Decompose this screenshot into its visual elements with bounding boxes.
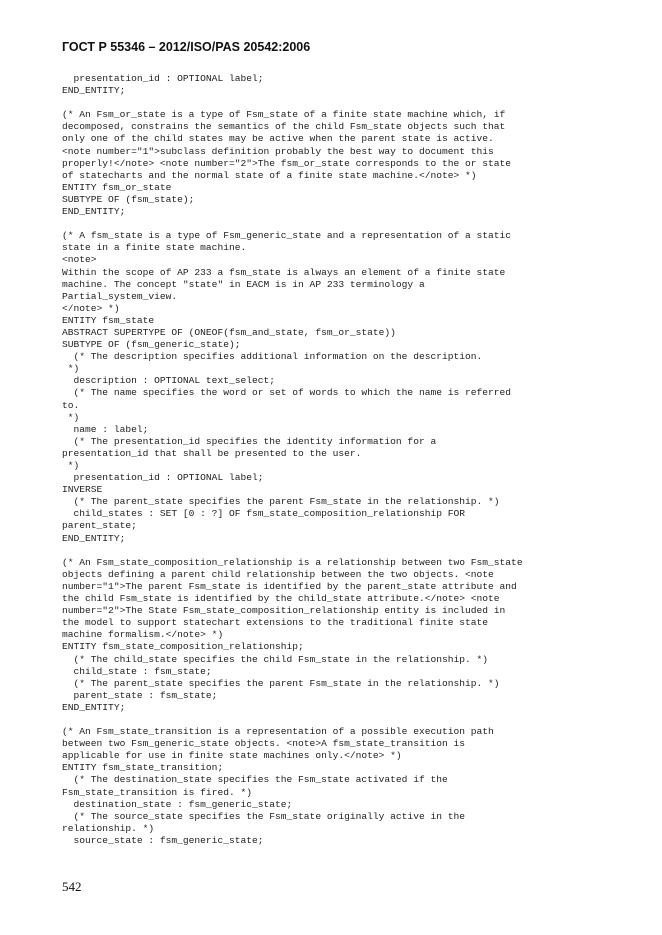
code-line: [62, 714, 622, 726]
code-line: *): [62, 460, 80, 471]
code-line: the model to support statechart extensions to the traditional finite state: [62, 617, 489, 629]
code-line: of statecharts and the normal state of a finite state machine.</note> *): [62, 169, 477, 181]
code-line: END_ENTITY;: [62, 85, 126, 97]
code-line: END_ENTITY;: [62, 701, 126, 713]
code-line: *): [62, 411, 80, 423]
code-line: child_state : fsm_state;: [62, 665, 212, 677]
code-line: between two Fsm_generic_state objects. <note>A fsm_state_transition is: [62, 738, 466, 750]
code-line: presentation_id : OPTIONAL label;: [62, 73, 264, 84]
code-line: SUBTYPE OF (fsm_generic_state);: [62, 339, 241, 351]
code-line: decomposed, constrains the semantics of the child Fsm_state objects such that: [62, 121, 506, 133]
code-line: (* The parent_state specifies the parent Fsm_state in the relationship. *): [62, 496, 500, 508]
code-line: ENTITY fsm_state_composition_relationship;: [62, 641, 304, 653]
code-line: </note> *): [62, 302, 120, 314]
code-line: machine. The concept "state" in EACM is in AP 233 terminology a: [62, 278, 425, 290]
code-line: Within the scope of AP 233 a fsm_state is always an element of a finite state: [62, 266, 506, 278]
code-line: applicable for use in finite state machines only.</note> *): [62, 750, 402, 762]
code-line: <note>: [62, 254, 97, 266]
code-line: (* The description specifies additional information on the description.: [62, 351, 483, 363]
code-line: (* The source_state specifies the Fsm_state originally active in the: [62, 810, 466, 822]
code-line: (* An Fsm_state_transition is a representation of a possible execution path: [62, 726, 494, 738]
code-line: relationship. *): [62, 822, 155, 834]
code-line: description : OPTIONAL text_select;: [62, 375, 276, 387]
code-line: number="1">The parent Fsm_state is identified by the parent_state attribute and: [62, 580, 517, 592]
code-line: properly!</note> <note number="2">The fsm_or_state corresponds to the or state: [62, 157, 512, 169]
code-line: *): [62, 363, 80, 375]
code-line: the child Fsm_state is identified by the child_state attribute.</note> <note: [62, 593, 500, 605]
code-line: Partial_system_view.: [62, 290, 178, 302]
page-header-title: ГОСТ Р 55346 – 2012/ISO/PAS 20542:2006: [62, 40, 311, 54]
code-line: ENTITY fsm_or_state: [62, 181, 172, 193]
code-line: parent_state : fsm_state;: [62, 689, 218, 701]
code-line: state in a finite state machine.: [62, 242, 247, 254]
code-line: (* The child_state specifies the child Fsm_state in the relationship. *): [62, 653, 489, 665]
code-line: to.: [62, 399, 80, 411]
code-line: (* An Fsm_state_composition_relationship is a relationship between two Fsm_state: [62, 556, 523, 568]
code-line: [62, 97, 622, 109]
code-line: (* The parent_state specifies the parent Fsm_state in the relationship. *): [62, 677, 500, 689]
code-line: only one of the child states may be active when the parent state is active.: [62, 133, 494, 145]
code-line: presentation_id : OPTIONAL label;: [62, 472, 264, 484]
code-line: source_state : fsm_generic_state;: [62, 834, 264, 846]
code-line: parent_state;: [62, 520, 137, 532]
code-line: machine formalism.</note> *): [62, 629, 224, 641]
code-line: [62, 218, 622, 230]
page-number: 542: [62, 879, 82, 894]
code-line: ENTITY fsm_state_transition;: [62, 762, 224, 774]
code-line: SUBTYPE OF (fsm_state);: [62, 193, 195, 205]
code-line: (* The presentation_id specifies the identity information for a: [62, 435, 437, 447]
code-line: number="2">The State Fsm_state_composition_relationship entity is included in: [62, 605, 506, 617]
code-line: (* The destination_state specifies the Fsm_state activated if the: [62, 774, 448, 786]
code-line: ENTITY fsm_state: [62, 314, 155, 326]
code-line: [62, 545, 622, 557]
code-line: <note number="1">subclass definition probably the best way to document this: [62, 145, 494, 157]
code-line: (* An Fsm_or_state is a type of Fsm_state of a finite state machine which, if: [62, 109, 506, 121]
code-line: Fsm_state_transition is fired. *): [62, 786, 252, 798]
code-line: INVERSE: [62, 484, 103, 496]
code-line: name : label;: [62, 423, 149, 435]
code-line: presentation_id that shall be presented to the user.: [62, 447, 362, 459]
code-line: child_states : SET [0 : ?] OF fsm_state_composition_relationship FOR: [62, 508, 466, 520]
code-line: END_ENTITY;: [62, 532, 126, 544]
code-line: (* The name specifies the word or set of words to which the name is referred: [62, 387, 512, 399]
code-line: END_ENTITY;: [62, 206, 126, 218]
code-listing: [62, 73, 622, 847]
code-line: ABSTRACT SUPERTYPE OF (ONEOF(fsm_and_state, fsm_or_state)): [62, 326, 396, 338]
code-line: (* A fsm_state is a type of Fsm_generic_state and a representation of a static: [62, 230, 512, 242]
code-line: objects defining a parent child relationship between the two objects. <note: [62, 568, 494, 580]
code-line: destination_state : fsm_generic_state;: [62, 798, 293, 810]
